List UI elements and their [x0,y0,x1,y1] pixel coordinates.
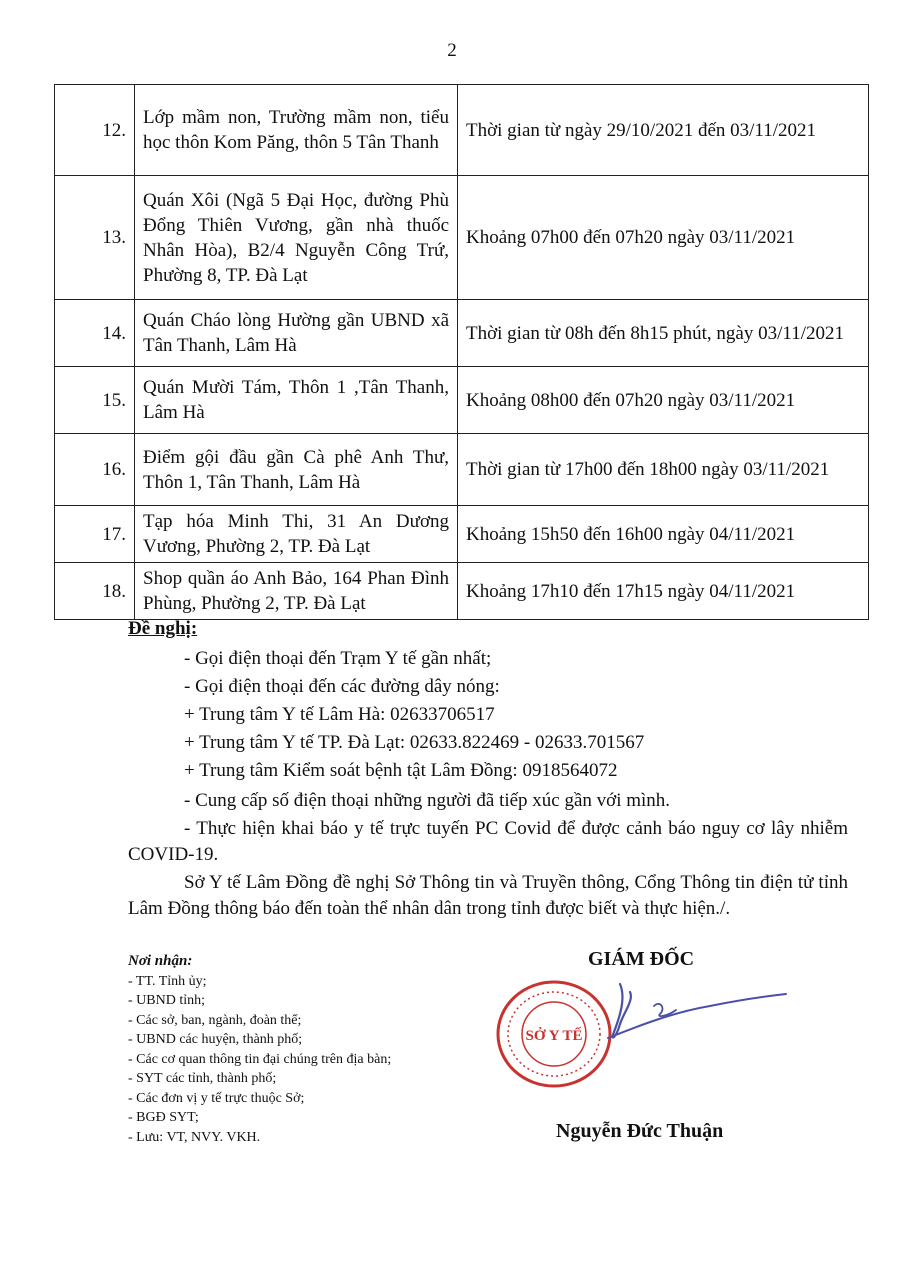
closing-paragraph: Sở Y tế Lâm Đồng đề nghị Sở Thông tin và Truyền thông, Cổng Thông tin điện tử tỉnh Lâm Đồng thông báo đến toàn thể nhân dân trong tỉnh được biết và thực hiện./. [128,872,848,919]
row-place: Quán Cháo lòng Hường gần UBND xã Tân Thanh, Lâm Hà [135,300,458,367]
signer-title: GIÁM ĐỐC [588,948,695,970]
locations-table [54,84,869,620]
table-row [55,506,869,563]
recipient-item: - BGĐ SYT; [128,1110,199,1125]
recipients-title: Nơi nhận: [128,953,193,969]
recipient-item: - Các sở, ban, ngành, đoàn thể; [128,1012,302,1028]
row-number: 14. [55,300,135,367]
row-time: Khoảng 08h00 đến 07h20 ngày 03/11/2021 [458,367,869,434]
recipient-item: - SYT các tỉnh, thành phố; [128,1071,277,1086]
recipient-item: - Các cơ quan thông tin đại chúng trên địa bàn; [128,1051,392,1067]
recommendation-heading: Đề nghị: [128,618,198,639]
declaration-paragraph: - Thực hiện khai báo y tế trực tuyến PC Covid để được cảnh báo nguy cơ lây nhiễm COVID-19. [128,818,848,865]
recipient-item: - Các đơn vị y tế trực thuộc Sở; [128,1090,305,1106]
recipient-item: - TT. Tỉnh ủy; [128,973,207,989]
row-place: Shop quần áo Anh Bảo, 164 Phan Đình Phùng, Phường 2, TP. Đà Lạt [135,563,458,620]
row-place: Lớp mầm non, Trường mầm non, tiểu học thôn Kom Păng, thôn 5 Tân Thanh [135,85,458,176]
row-number: 18. [55,563,135,620]
seal-text: SỞ Y TẾ [525,1028,583,1044]
row-number: 12. [55,85,135,176]
table-row [55,434,869,506]
recipient-item: - Lưu: VT, NVY. VKH. [128,1129,261,1145]
row-time: Thời gian từ ngày 29/10/2021 đến 03/11/2021 [458,85,869,176]
recommendation-line: + Trung tâm Kiểm soát bệnh tật Lâm Đồng: 0918564072 [184,760,618,781]
recommendation-line: + Trung tâm Y tế TP. Đà Lạt: 02633.822469 - 02633.701567 [184,732,645,753]
row-number: 17. [55,506,135,563]
table-row [55,563,869,620]
recipient-item: - UBND tỉnh; [128,993,205,1008]
row-time: Thời gian từ 08h đến 8h15 phút, ngày 03/11/2021 [458,300,869,367]
recipients-list [128,952,391,1147]
row-time: Khoảng 07h00 đến 07h20 ngày 03/11/2021 [458,176,869,300]
table-row [55,300,869,367]
table-row [55,367,869,434]
row-time: Khoảng 15h50 đến 16h00 ngày 04/11/2021 [458,506,869,563]
row-number: 13. [55,176,135,300]
handwritten-signature-icon [590,976,790,1066]
recommendation-line: - Gọi điện thoại đến Trạm Y tế gần nhất; [184,648,492,669]
recipient-item: - UBND các huyện, thành phố; [128,1032,303,1047]
page-number: 2 [447,40,457,61]
row-place: Quán Mười Tám, Thôn 1 ,Tân Thanh, Lâm Hà [135,367,458,434]
row-number: 15. [55,367,135,434]
table-row [55,85,869,176]
row-time: Khoảng 17h10 đến 17h15 ngày 04/11/2021 [458,563,869,620]
row-place: Điểm gội đầu gần Cà phê Anh Thư, Thôn 1, Tân Thanh, Lâm Hà [135,434,458,506]
row-place: Quán Xôi (Ngã 5 Đại Học, đường Phù Đổng Thiên Vương, gần nhà thuốc Nhân Hòa), B2/4 Nguyễn Công Trứ, Phường 8, TP. Đà Lạt [135,176,458,300]
row-time: Thời gian từ 17h00 đến 18h00 ngày 03/11/2021 [458,434,869,506]
row-place: Tạp hóa Minh Thi, 31 An Dương Vương, Phường 2, TP. Đà Lạt [135,506,458,563]
recommendation-line: - Gọi điện thoại đến các đường dây nóng: [184,676,500,697]
signer-name: Nguyễn Đức Thuận [556,1120,724,1142]
table-row [55,176,869,300]
row-number: 16. [55,434,135,506]
recommendation-line: + Trung tâm Y tế Lâm Hà: 02633706517 [184,704,495,725]
recommendation-line: - Cung cấp số điện thoại những người đã tiếp xúc gần với mình. [184,790,671,811]
